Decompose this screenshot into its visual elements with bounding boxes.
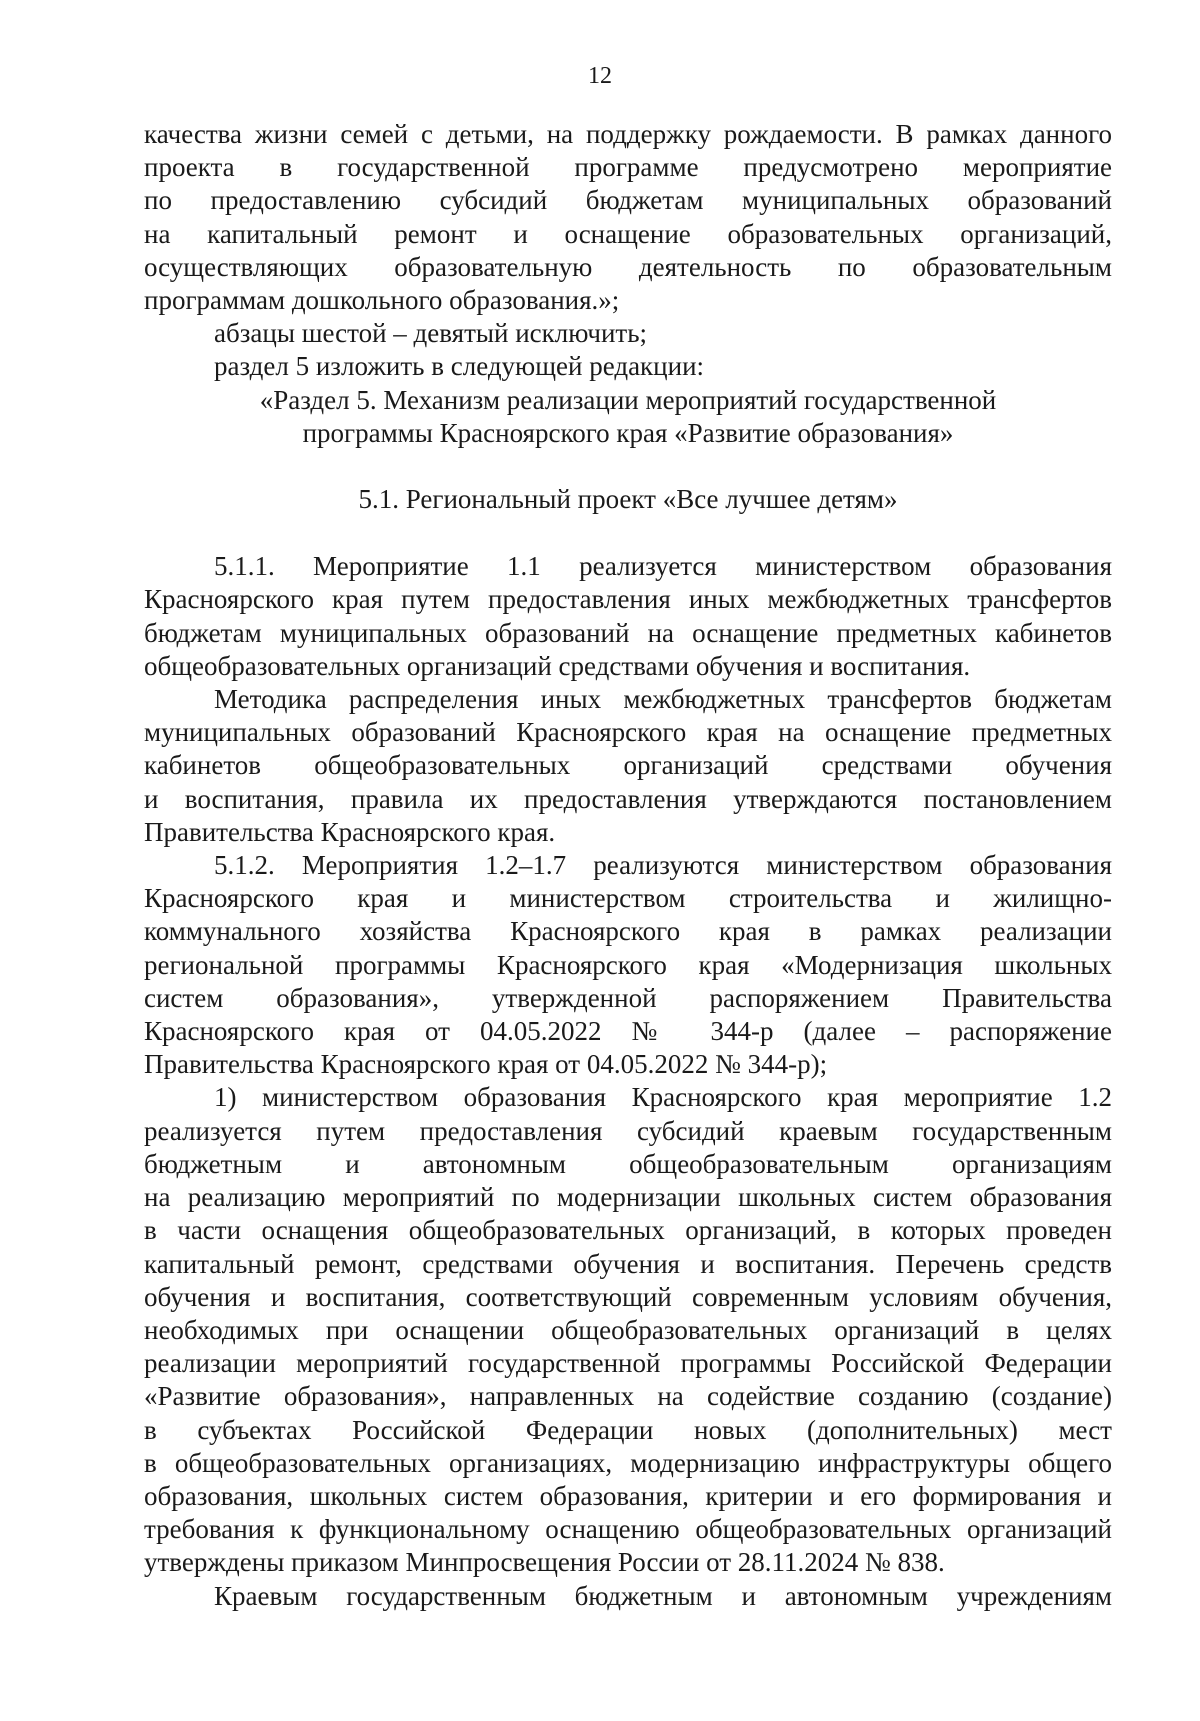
text-line: Красноярского края путем предоставления иных межбюджетных трансфертов — [144, 584, 1112, 615]
text-line: общеобразовательных организаций средствами обучения и воспитания. — [144, 650, 971, 681]
text-line: бюджетам муниципальных образований на оснащение предметных кабинетов — [144, 617, 1112, 648]
paragraph-5-1-2 — [144, 849, 1112, 1081]
text-line: и воспитания, правила их предоставления утверждаются постановлением — [144, 783, 1112, 814]
text-line: раздел 5 изложить в следующей редакции: — [214, 351, 705, 382]
paragraph-item-1 — [144, 1081, 1112, 1579]
heading-line: «Раздел 5. Механизм реализации мероприятий государственной — [259, 384, 997, 415]
text-line: Методика распределения иных межбюджетных трансфертов бюджетам — [214, 684, 1112, 715]
text-line: Красноярского края от 04.05.2022 № 344-р (далее – распоряжение — [144, 1016, 1112, 1047]
text-line: реализации мероприятий государственной программы Российской Федерации — [144, 1348, 1112, 1379]
text-line: проекта в государственной программе предусмотрено мероприятие — [144, 152, 1112, 183]
text-line: требования к функциональному оснащению общеобразовательных организаций — [144, 1514, 1112, 1545]
text-line: 5.1.1. Мероприятие 1.1 реализуется министерством образования — [214, 551, 1112, 582]
text-line: кабинетов общеобразовательных организаций средствами обучения — [144, 750, 1112, 781]
text-line: 5.1.2. Мероприятия 1.2–1.7 реализуются министерством образования — [214, 850, 1112, 881]
text-line: осуществляющих образовательную деятельность по образовательным — [144, 251, 1112, 282]
text-line: обучения и воспитания, соответствующий современным условиям обучения, — [144, 1281, 1112, 1312]
text-line: в субъектах Российской Федерации новых (дополнительных) мест — [144, 1414, 1112, 1445]
paragraph-delete-clauses — [144, 317, 1112, 350]
text-line: утверждены приказом Минпросвещения России от 28.11.2024 № 838. — [144, 1547, 945, 1578]
text-line: абзацы шестой – девятый исключить; — [214, 318, 648, 349]
text-line: Краевым государственным бюджетным и автономным учреждениям — [214, 1580, 1112, 1611]
text-line: коммунального хозяйства Красноярского края в рамках реализации — [144, 916, 1112, 947]
text-line: муниципальных образований Красноярского края на оснащение предметных — [144, 717, 1112, 748]
paragraph-methodology — [144, 683, 1112, 849]
text-line: образования, школьных систем образования, критерии и его формирования и — [144, 1480, 1112, 1511]
text-line: бюджетным и автономным общеобразовательным организациям — [144, 1148, 1112, 1179]
text-line: реализуется путем предоставления субсидий краевым государственным — [144, 1115, 1112, 1146]
text-line: систем образования», утвержденной распоряжением Правительства — [144, 982, 1112, 1013]
paragraph-5-1-1 — [144, 550, 1112, 683]
section-heading — [144, 384, 1112, 450]
text-line: Красноярского края и министерством строительства и жилищно- — [144, 883, 1112, 914]
text-line: в общеобразовательных организациях, модернизацию инфраструктуры общего — [144, 1447, 1112, 1478]
text-line: Правительства Красноярского края от 04.05.2022 № 344-р); — [144, 1049, 828, 1080]
document-body — [144, 118, 1112, 1613]
text-line: «Развитие образования», направленных на содействие созданию (создание) — [144, 1381, 1112, 1412]
text-line: на реализацию мероприятий по модернизации школьных систем образования — [144, 1182, 1112, 1213]
subsection-title — [144, 483, 1112, 516]
text-line: Правительства Красноярского края. — [144, 816, 556, 847]
text-line: качества жизни семей с детьми, на поддержку рождаемости. В рамках данного — [144, 119, 1112, 149]
paragraph-section-intro — [144, 350, 1112, 383]
text-line: по предоставлению субсидий бюджетам муниципальных образований — [144, 185, 1112, 216]
page-number: 12 — [588, 63, 612, 89]
text-line: капитальный ремонт, средствами обучения и воспитания. Перечень средств — [144, 1248, 1112, 1279]
paragraph-continuation — [144, 118, 1112, 317]
text-line: необходимых при оснащении общеобразовательных организаций в целях — [144, 1314, 1112, 1345]
paragraph-institutions — [144, 1580, 1112, 1613]
subsection-title-text: 5.1. Региональный проект «Все лучшее детям» — [358, 484, 898, 515]
text-line: 1) министерством образования Красноярского края мероприятие 1.2 — [214, 1082, 1112, 1113]
text-line: региональной программы Красноярского края «Модернизация школьных — [144, 949, 1112, 980]
text-line: программам дошкольного образования.»; — [144, 285, 620, 316]
text-line: в части оснащения общеобразовательных организаций, в которых проведен — [144, 1215, 1112, 1246]
text-line: на капитальный ремонт и оснащение образовательных организаций, — [144, 218, 1112, 249]
heading-line: программы Красноярского края «Развитие образования» — [302, 417, 954, 448]
